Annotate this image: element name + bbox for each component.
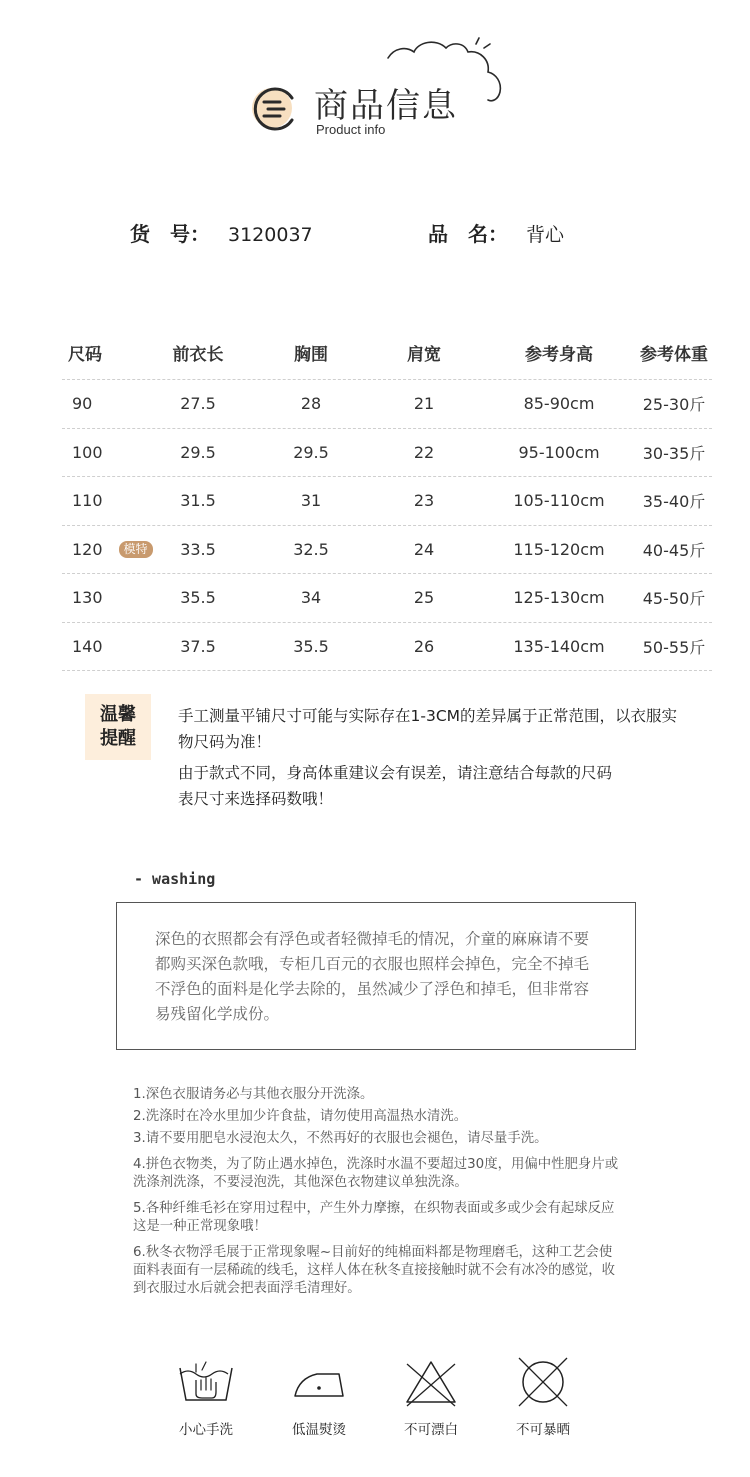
cell-weight: 35-40斤 bbox=[642, 492, 706, 512]
size-table bbox=[62, 326, 712, 671]
cell-size bbox=[68, 526, 158, 574]
section-header bbox=[0, 0, 750, 150]
cell-size: 90 bbox=[72, 394, 93, 414]
cell-weight: 50-55斤 bbox=[642, 637, 706, 657]
product-name-label: 品 名： bbox=[428, 222, 508, 246]
low-iron-icon bbox=[289, 1356, 349, 1406]
item-number-label: 货 号： bbox=[130, 222, 210, 246]
notice-paragraph-2: 由于款式不同，身高体重建议会有误差，请注意结合每款的尺码表尺寸来选择码数哦！ bbox=[178, 764, 613, 808]
notice-tag-line2: 提醒 bbox=[100, 728, 136, 749]
product-item-number bbox=[130, 218, 313, 247]
care-label: 低温熨烫 bbox=[292, 1422, 346, 1438]
cell-height: 105-110cm bbox=[513, 491, 605, 511]
table-row bbox=[62, 477, 712, 526]
cell-size: 110 bbox=[72, 491, 103, 511]
header-shoulder: 肩宽 bbox=[407, 345, 441, 365]
list-item: 2.洗涤时在冷水里加少许食盐，请勿使用高温热水清洗。 bbox=[133, 1109, 468, 1124]
list-item: 1.深色衣服请务必与其他衣服分开洗涤。 bbox=[133, 1087, 374, 1102]
washing-box bbox=[116, 902, 636, 1050]
cell-chest: 34 bbox=[300, 588, 322, 608]
table-row bbox=[62, 574, 712, 623]
care-item-no-sun-dry bbox=[488, 1356, 598, 1438]
cell-height: 95-100cm bbox=[518, 442, 600, 462]
cell-shoulder: 26 bbox=[413, 636, 435, 656]
cell-size: 100 bbox=[72, 442, 103, 462]
notice-tag bbox=[85, 694, 151, 760]
care-item-no-bleach bbox=[376, 1356, 486, 1438]
cell-size-value: 120 bbox=[72, 539, 103, 559]
cell-length: 35.5 bbox=[180, 588, 216, 608]
cell-height: 85-90cm bbox=[523, 394, 595, 414]
cell-shoulder: 22 bbox=[413, 442, 435, 462]
header-chest: 胸围 bbox=[294, 345, 328, 365]
header-weight: 参考体重 bbox=[640, 345, 708, 365]
cell-shoulder: 24 bbox=[413, 539, 435, 559]
page-subtitle: Product info bbox=[316, 122, 386, 137]
cell-shoulder: 23 bbox=[413, 491, 435, 511]
no-bleach-icon bbox=[401, 1356, 461, 1410]
logo-icon bbox=[250, 86, 300, 132]
table-row bbox=[62, 623, 712, 672]
header-size: 尺码 bbox=[68, 345, 102, 365]
cell-size: 130 bbox=[72, 588, 103, 608]
list-item: 3.请不要用肥皂水浸泡太久，不然再好的衣服也会褪色，请尽量手洗。 bbox=[133, 1131, 548, 1146]
list-item: 6.秋冬衣物浮毛展于正常现象喔~目前好的纯棉面料都是物理磨毛，这种工艺会使面料表面有一层稀疏的线毛，这样人体在秋冬直接接触时就不会有冰冷的感觉，收到衣服过水后就会把表面浮毛清理好。 bbox=[133, 1245, 616, 1296]
no-sun-dry-icon bbox=[513, 1356, 573, 1410]
table-row bbox=[62, 429, 712, 478]
washing-label: - washing bbox=[134, 870, 216, 888]
cell-shoulder: 25 bbox=[413, 588, 435, 608]
care-label: 小心手洗 bbox=[179, 1422, 233, 1438]
care-label: 不可漂白 bbox=[404, 1422, 458, 1438]
cell-length: 27.5 bbox=[180, 394, 216, 414]
cell-length: 31.5 bbox=[180, 491, 216, 511]
header-height: 参考身高 bbox=[525, 345, 593, 365]
hand-wash-icon bbox=[176, 1356, 236, 1406]
cell-chest: 29.5 bbox=[293, 442, 329, 462]
model-badge: 模特 bbox=[119, 541, 153, 558]
cell-length: 37.5 bbox=[180, 636, 216, 656]
table-row bbox=[62, 380, 712, 429]
cell-shoulder: 21 bbox=[413, 394, 435, 414]
list-item: 5.各种纤维毛衫在穿用过程中，产生外力摩擦，在织物表面或多或少会有起球反应这是一种正常现象哦！ bbox=[133, 1201, 615, 1234]
washing-tips bbox=[133, 1086, 623, 1302]
notice-paragraph-1: 手工测量平铺尺寸可能与实际存在1-3CM的差异属于正常范围，以衣服实物尺码为准！ bbox=[178, 707, 678, 751]
cell-size: 140 bbox=[72, 636, 103, 656]
cell-chest: 32.5 bbox=[293, 539, 329, 559]
size-table-header bbox=[62, 326, 712, 380]
cell-chest: 35.5 bbox=[293, 636, 329, 656]
care-label: 不可暴晒 bbox=[516, 1422, 570, 1438]
cell-height: 115-120cm bbox=[513, 539, 605, 559]
cell-weight: 40-45斤 bbox=[642, 540, 706, 560]
table-row bbox=[62, 526, 712, 575]
cell-length: 29.5 bbox=[180, 442, 216, 462]
care-item-low-iron bbox=[264, 1356, 374, 1438]
cell-length: 33.5 bbox=[180, 539, 216, 559]
cell-weight: 45-50斤 bbox=[642, 589, 706, 609]
care-item-hand-wash bbox=[151, 1356, 261, 1438]
cell-height: 135-140cm bbox=[513, 636, 605, 656]
item-number-value: 3120037 bbox=[228, 224, 313, 246]
header-length: 前衣长 bbox=[172, 345, 224, 365]
cell-chest: 28 bbox=[300, 394, 322, 414]
product-name-value: 背心 bbox=[526, 224, 565, 246]
washing-box-text: 深色的衣照都会有浮色或者轻微掉毛的情况，介童的麻麻请不要都购买深色款哦，专柜几百元的衣服也照样会掉色，完全不掉毛不浮色的面料是化学去除的，虽然减少了浮色和掉毛，但非常容易残留化学成份。 bbox=[155, 930, 590, 1023]
cell-chest: 31 bbox=[300, 491, 322, 511]
list-item: 4.拼色衣物类，为了防止遇水掉色，洗涤时水温不要超过30度，用偏中性肥身片或洗涤剂洗涤，不要浸泡洗，其他深色衣物建议单独洗涤。 bbox=[133, 1157, 619, 1190]
page-title: 商品信息 bbox=[314, 86, 458, 126]
product-name bbox=[428, 218, 564, 247]
cell-weight: 25-30斤 bbox=[642, 395, 706, 415]
cell-weight: 30-35斤 bbox=[642, 443, 706, 463]
cell-height: 125-130cm bbox=[513, 588, 605, 608]
notice-tag-line1: 温馨 bbox=[100, 704, 136, 725]
